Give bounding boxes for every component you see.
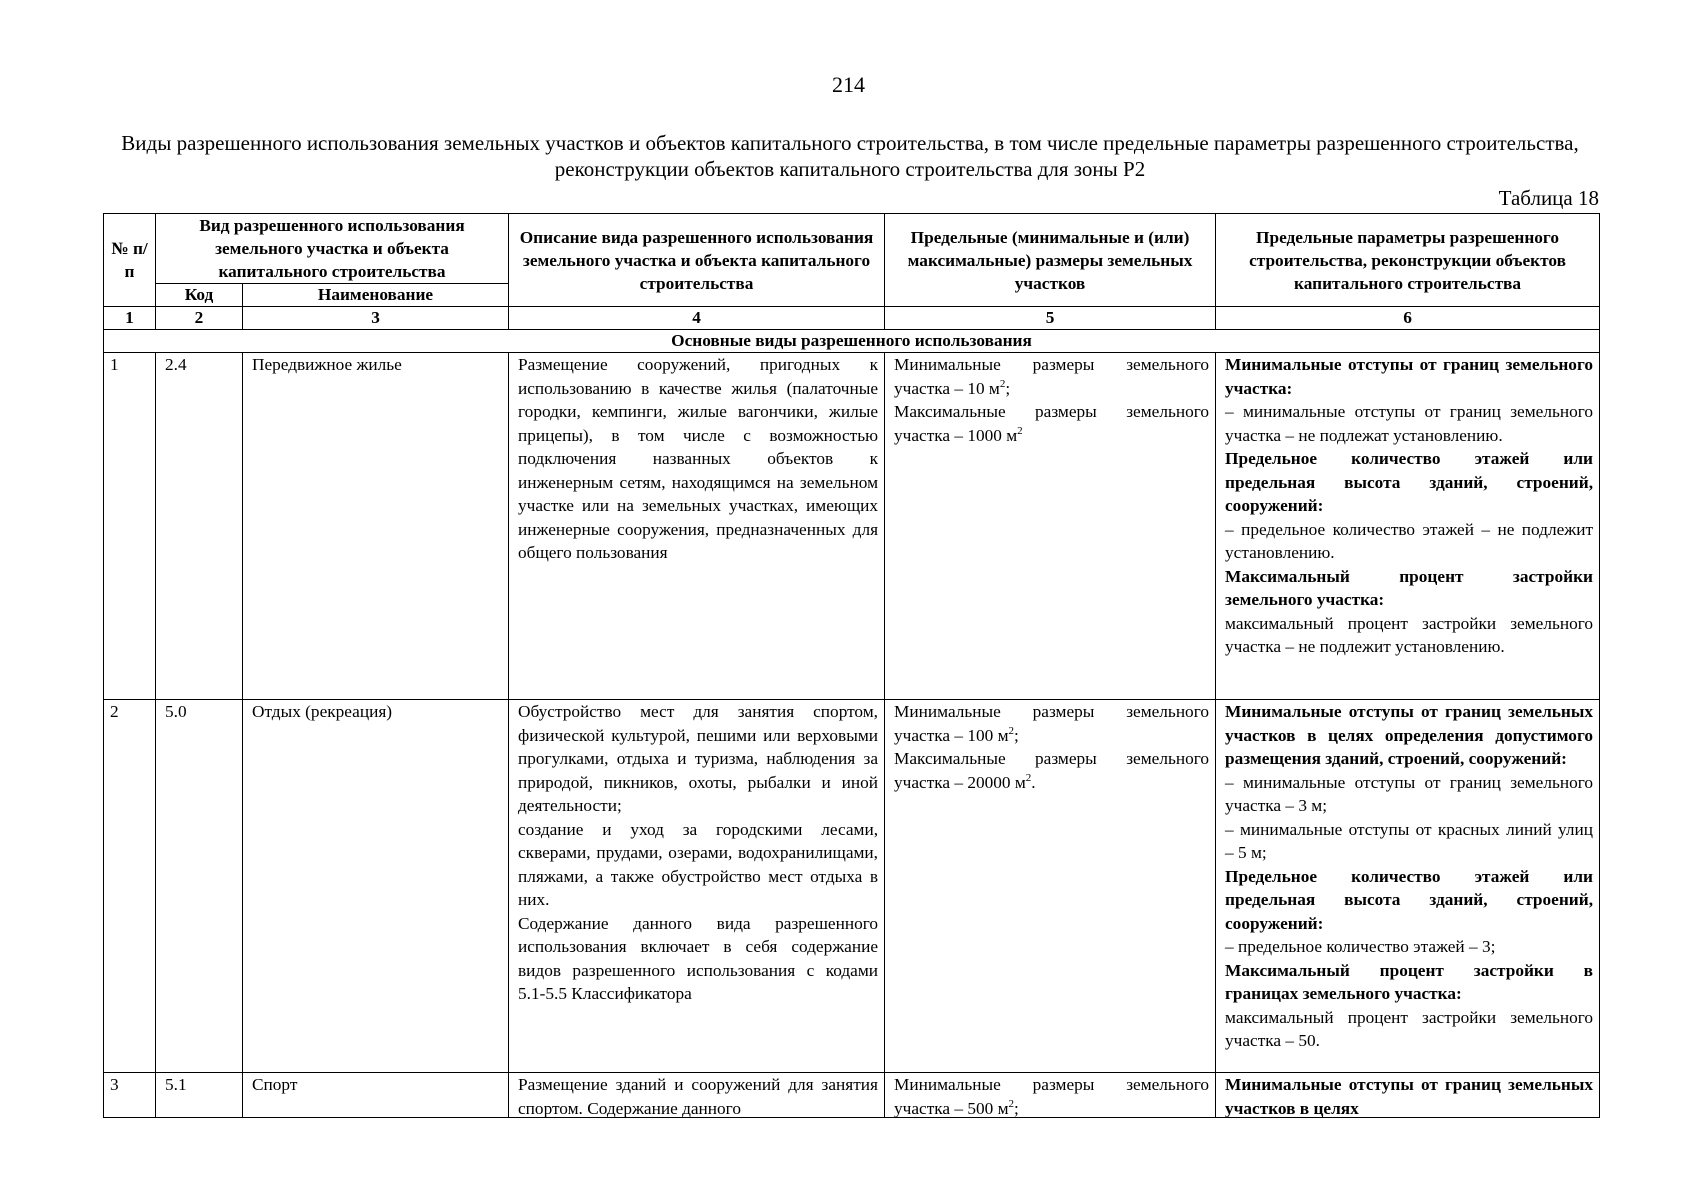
- column-number: 4: [509, 307, 885, 330]
- table-row: [104, 1073, 1600, 1118]
- size-max-sup: 2: [1017, 424, 1023, 437]
- description-paragraph: Содержание данного вида разрешенного использования включает в себя содержание видов разрешенного использования с кодами 5.1-5.5 Классификатора: [518, 913, 879, 1003]
- row-description: Размещение сооружений, пригодных к использованию в качестве жилья (палаточные городки, кемпинги, жилые вагончики, жилые прицепы), в том числе с возможностью подключения названных объектов к инженерным сетям, находящимся на земельном участке или на земельных участках, имеющих инженерные сооружения, предназначенных для общего пользования: [509, 353, 885, 700]
- document-title: Виды разрешенного использования земельных участков и объектов капитального строительства, в том числе предельные параметры разрешенного строительства, реконструкции объектов капитального строительства для зоны Р2: [121, 131, 1579, 181]
- params-text: – предельное количество этажей – не подлежит установлению.: [1225, 519, 1594, 562]
- params-text: – минимальные отступы от границ земельного участка – 3 м;: [1225, 772, 1594, 815]
- params-text: – минимальные отступы от красных линий улиц – 5 м;: [1225, 819, 1594, 862]
- row-description: [509, 700, 885, 1073]
- size-max: Максимальные размеры земельного участка – 20000 м: [894, 749, 1210, 792]
- size-min: Минимальные размеры земельного участка – 100 м: [894, 702, 1210, 745]
- description-text: Размещение зданий и сооружений для занятия спортом. Содержание данного: [518, 1075, 879, 1117]
- size-min-sup: 2: [1008, 724, 1015, 737]
- header-params: Предельные параметры разрешенного строительства, реконструкции объектов капитального строительства: [1216, 214, 1600, 307]
- header-code: Код: [156, 284, 243, 307]
- row-name: Отдых (рекреация): [243, 700, 509, 1073]
- size-min-tail: ;: [1005, 378, 1011, 398]
- params-text: максимальный процент застройки земельного участка – 50.: [1225, 1007, 1594, 1050]
- row-sizes: [885, 1073, 1216, 1118]
- row-params: [1216, 700, 1600, 1073]
- size-min-sup: 2: [1008, 1097, 1015, 1110]
- row-num: 1: [104, 353, 156, 700]
- column-number: 1: [104, 307, 156, 330]
- size-min: Минимальные размеры земельного участка – 500 м: [894, 1075, 1210, 1117]
- size-max: Максимальные размеры земельного участка – 1000 м: [894, 402, 1210, 445]
- params-text: – предельное количество этажей – 3;: [1225, 937, 1496, 956]
- params-text: максимальный процент застройки земельного участка – не подлежит установлению.: [1225, 613, 1594, 656]
- header-description: Описание вида разрешенного использования земельного участка и объекта капитального строительства: [509, 214, 885, 307]
- zoning-table: [103, 213, 1600, 1118]
- header-row: [104, 214, 1600, 284]
- row-params: [1216, 1073, 1600, 1118]
- table-label: Таблица 18: [1498, 186, 1599, 210]
- row-num: 3: [104, 1073, 156, 1118]
- size-min-sup: 2: [999, 377, 1006, 390]
- size-min-tail: ;: [1014, 1098, 1019, 1117]
- column-number: 5: [885, 307, 1216, 330]
- column-number: 6: [1216, 307, 1600, 330]
- table-row: [104, 353, 1600, 700]
- column-number: 3: [243, 307, 509, 330]
- row-code: 2.4: [156, 353, 243, 700]
- params-heading: Минимальные отступы от границ земельного участка:: [1225, 355, 1594, 398]
- description-paragraph: Обустройство мест для занятия спортом, физической культурой, пешими или верховыми прогулками, отдыха и туризма, наблюдения за природой, пикников, охоты, рыбалки и иной деятельности;: [518, 702, 879, 815]
- params-text: – минимальные отступы от границ земельного участка – не подлежат установлению.: [1225, 402, 1594, 445]
- row-sizes: [885, 700, 1216, 1073]
- params-heading: Предельное количество этажей или предельная высота зданий, строений, сооружений:: [1225, 866, 1594, 933]
- section-title: Основные виды разрешенного использования: [104, 330, 1600, 353]
- header-name: Наименование: [243, 284, 509, 307]
- row-sizes: [885, 353, 1216, 700]
- page-number: 214: [832, 72, 865, 97]
- params-heading: Предельное количество этажей или предельная высота зданий, строений, сооружений:: [1225, 449, 1594, 515]
- header-vid: Вид разрешенного использования земельного участка и объекта капитального строительства: [156, 214, 509, 284]
- row-description: [509, 1073, 885, 1118]
- params-heading: Максимальный процент застройки в границах земельного участка:: [1225, 960, 1594, 1003]
- row-params: [1216, 353, 1600, 700]
- header-num: № п/п: [104, 214, 156, 307]
- size-min: Минимальные размеры земельного участка – 10 м: [894, 355, 1210, 398]
- row-num: 2: [104, 700, 156, 1073]
- params-heading: Минимальные отступы от границ земельных участков в целях определения допустимого размещения зданий, строений, сооружений:: [1225, 702, 1594, 768]
- row-name: Передвижное жилье: [243, 353, 509, 700]
- column-number: 2: [156, 307, 243, 330]
- row-name: Спорт: [243, 1073, 509, 1118]
- size-max-tail: .: [1031, 772, 1036, 792]
- description-paragraph: создание и уход за городскими лесами, скверами, прудами, озерами, водохранилищами, пляжами, а также обустройство мест отдыха в них.: [518, 819, 879, 909]
- params-heading: Максимальный процент застройки земельного участка:: [1225, 566, 1594, 609]
- size-max-sup: 2: [1025, 771, 1032, 784]
- params-heading: Минимальные отступы от границ земельных участков в целях: [1225, 1075, 1594, 1117]
- size-min-tail: ;: [1014, 725, 1019, 745]
- row-code: 5.1: [156, 1073, 243, 1118]
- section-row: [104, 330, 1600, 353]
- table-row: [104, 700, 1600, 1073]
- header-sizes: Предельные (минимальные и (или) максимальные) размеры земельных участков: [885, 214, 1216, 307]
- column-number-row: [104, 307, 1600, 330]
- row-code: 5.0: [156, 700, 243, 1073]
